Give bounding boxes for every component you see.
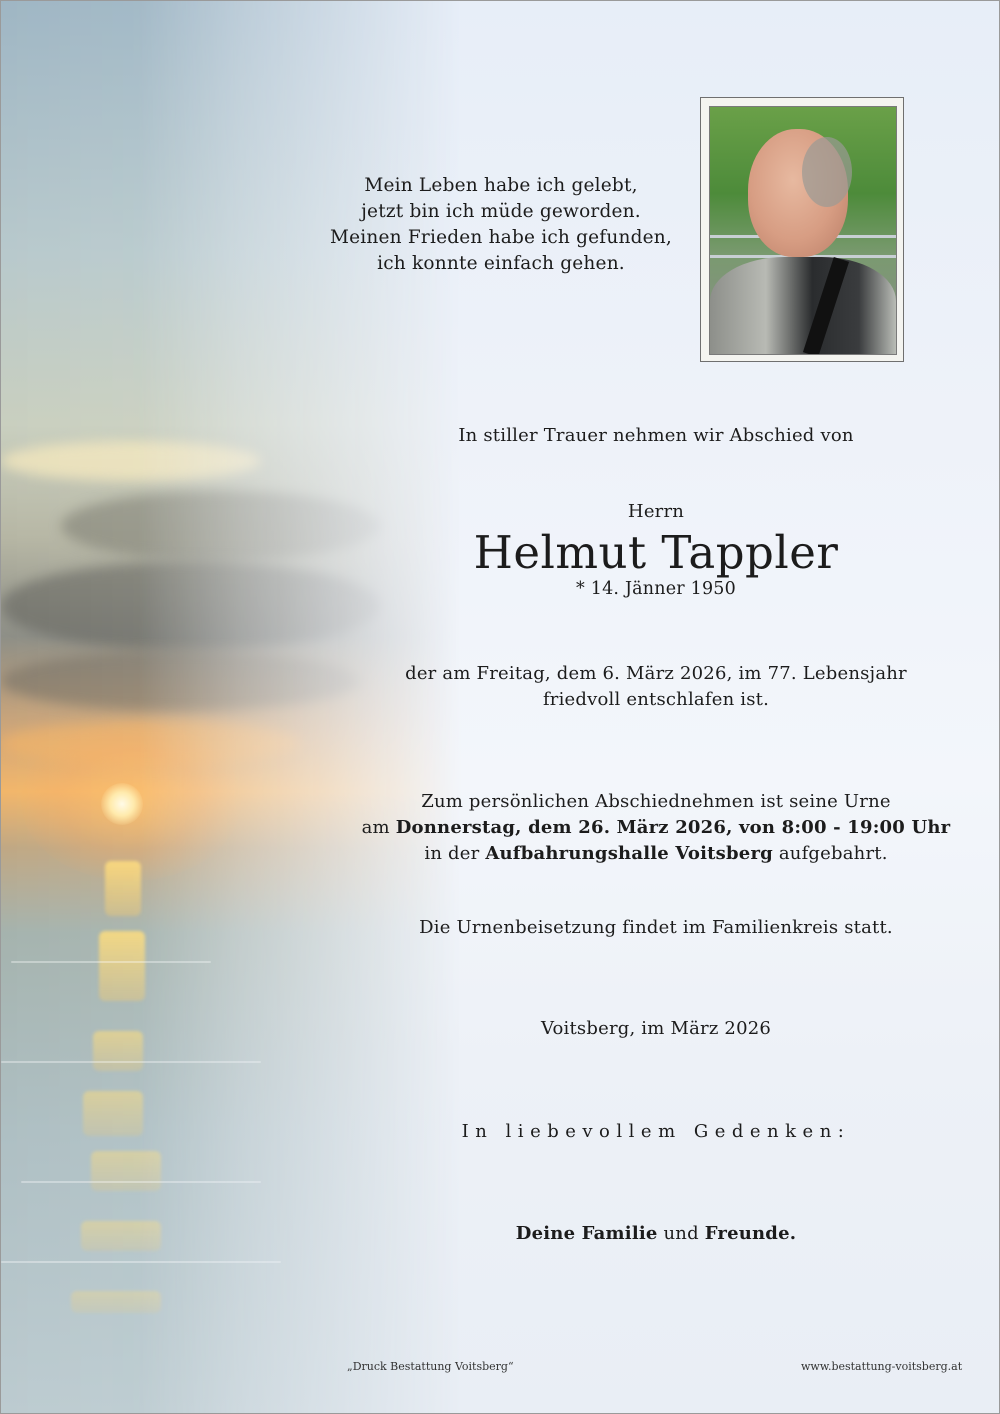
poem-line: Mein Leben habe ich gelebt,	[364, 175, 638, 196]
sun-reflection	[81, 1221, 161, 1251]
viewing-line-location	[331, 841, 981, 867]
cloud	[1, 441, 261, 481]
family-signature	[431, 1221, 881, 1247]
salutation: Herrn	[627, 501, 685, 522]
burial-info: Die Urnenbeisetzung findet im Familienkreis statt.	[419, 917, 893, 938]
family-conjunction: und	[657, 1223, 705, 1244]
poem-line: jetzt bin ich müde geworden.	[361, 201, 641, 222]
cloud	[1, 561, 381, 651]
family-name: Deine Familie	[515, 1223, 658, 1244]
viewing-info	[331, 789, 981, 867]
death-line: der am Freitag, dem 6. März 2026, im 77. Lebensjahr	[405, 663, 907, 684]
sun-reflection	[83, 1091, 143, 1136]
funeral-home-url: www.bestattung-voitsberg.at	[801, 1360, 963, 1373]
viewing-prefix: in der	[424, 843, 486, 864]
viewing-line: Zum persönlichen Abschiednehmen ist seine Urne	[421, 791, 891, 812]
portrait-hair	[802, 137, 852, 207]
poem	[301, 173, 701, 277]
portrait-jacket	[710, 257, 896, 355]
remembrance-line: In liebevollem Gedenken:	[461, 1121, 851, 1142]
sun-reflection	[93, 1031, 143, 1071]
viewing-location: Aufbahrungshalle Voitsberg	[485, 843, 773, 864]
sun-reflection	[91, 1151, 161, 1191]
wave	[21, 1181, 261, 1183]
sun-reflection	[99, 931, 145, 1001]
viewing-suffix: aufgebahrt.	[772, 843, 888, 864]
birth-date: * 14. Jänner 1950	[576, 579, 736, 599]
death-line: friedvoll entschlafen ist.	[542, 689, 770, 710]
sun-reflection	[105, 861, 141, 916]
intro-text: In stiller Trauer nehmen wir Abschied von	[458, 425, 854, 446]
viewing-prefix: am	[361, 817, 396, 838]
wave	[11, 961, 211, 963]
cloud	[61, 491, 381, 561]
deceased-name: Helmut Tappler	[473, 526, 839, 579]
wave	[1, 1061, 261, 1063]
printer-credit: „Druck Bestattung Voitsberg“	[347, 1360, 514, 1373]
sun	[101, 783, 143, 825]
sun-reflection	[71, 1291, 161, 1313]
portrait-frame	[700, 97, 904, 362]
wave	[1, 1261, 281, 1263]
poem-line: Meinen Frieden habe ich gefunden,	[330, 227, 672, 248]
cloud	[1, 651, 361, 711]
viewing-date: Donnerstag, dem 26. März 2026, von 8:00 - 19:00 Uhr	[395, 817, 951, 838]
viewing-line-date	[331, 815, 981, 841]
friends-name: Freunde.	[704, 1223, 797, 1244]
portrait-photo	[709, 106, 897, 355]
death-notice	[381, 661, 931, 713]
place-date: Voitsberg, im März 2026	[540, 1018, 772, 1039]
poem-line: ich konnte einfach gehen.	[377, 253, 625, 274]
